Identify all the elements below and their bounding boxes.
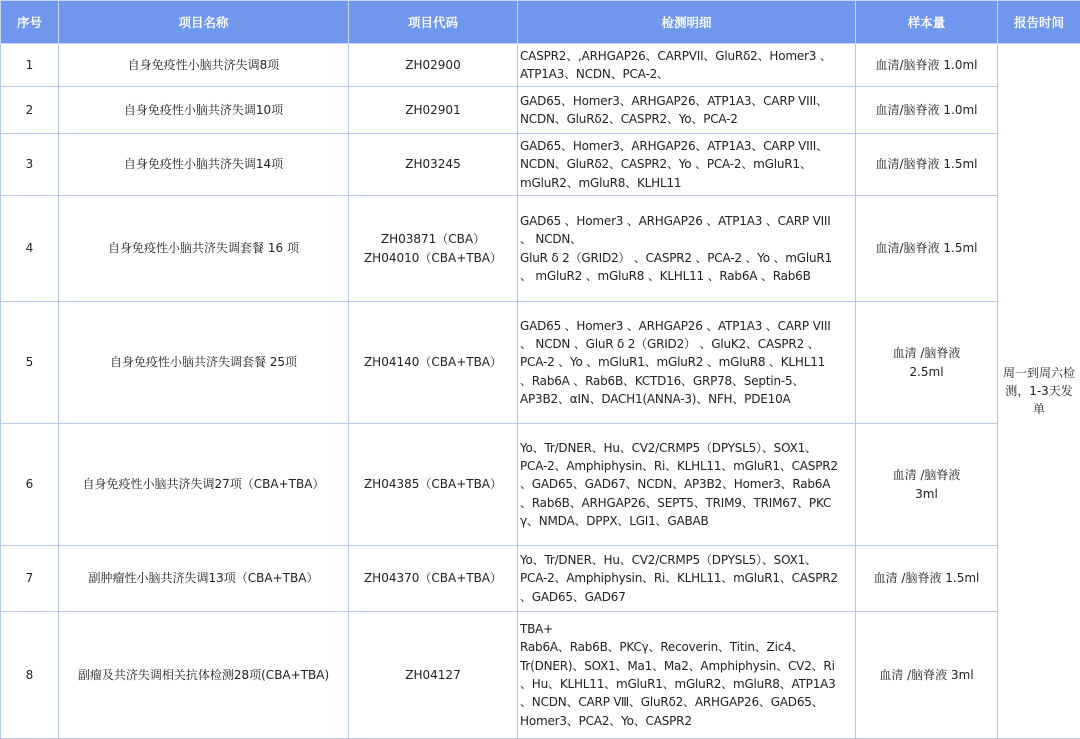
row-code: ZH04127 bbox=[349, 612, 518, 739]
table-row bbox=[1, 196, 1080, 302]
row-code: ZH02901 bbox=[349, 87, 518, 134]
row-code: ZH03245 bbox=[349, 134, 518, 196]
row-code: ZH04370（CBA+TBA） bbox=[349, 546, 518, 612]
row-detail: CASPR2、,ARHGAP26、CARPVII、GluRδ2、Homer3 、 ATP1A3、NCDN、PCA-2、 bbox=[518, 44, 856, 87]
table-row bbox=[1, 87, 1080, 134]
row-name: 自身免疫性小脑共济失调8项 bbox=[59, 44, 349, 87]
row-detail: GAD65 、Homer3 、ARHGAP26 、ATP1A3 、CARP VIII 、 NCDN、 GluR δ 2（GRID2） 、CASPR2 、PCA-2 、Yo 、mGluR1 、 mGluR2 、mGluR8 、KLHL11 、Rab6A 、Rab6B bbox=[518, 196, 856, 302]
table-header-row bbox=[1, 1, 1080, 44]
header-detail: 检测明细 bbox=[518, 1, 856, 44]
table-row bbox=[1, 44, 1080, 87]
row-code: ZH03871（CBA） ZH04010（CBA+TBA） bbox=[349, 196, 518, 302]
table-row bbox=[1, 546, 1080, 612]
row-sample: 血清/脑脊液 1.0ml bbox=[856, 87, 998, 134]
row-detail: GAD65 、Homer3 、ARHGAP26 、ATP1A3 、CARP VIII 、 NCDN 、GluR δ 2（GRID2） 、GluK2、CASPR2 、 PCA-2 、Yo 、mGluR1、mGluR2 、mGluR8 、KLHL11 、Rab6A 、Rab6B、KCTD16、GRP78、Septin-5、 AP3B2、αIN、DACH1(ANNA-3)、NFH、PDE10A bbox=[518, 302, 856, 424]
row-name: 自身免疫性小脑共济失调套餐 16 项 bbox=[59, 196, 349, 302]
row-name: 自身免疫性小脑共济失调10项 bbox=[59, 87, 349, 134]
table-row bbox=[1, 134, 1080, 196]
row-name: 自身免疫性小脑共济失调套餐 25项 bbox=[59, 302, 349, 424]
row-name: 副瘤及共济失调相关抗体检测28项(CBA+TBA) bbox=[59, 612, 349, 739]
row-detail: GAD65、Homer3、ARHGAP26、ATP1A3、CARP VIII、 NCDN、GluRδ2、CASPR2、Yo 、PCA-2、mGluR1、 mGluR2、mGluR8、KLHL11 bbox=[518, 134, 856, 196]
row-sample: 血清 /脑脊液 1.5ml bbox=[856, 546, 998, 612]
row-no: 1 bbox=[1, 44, 59, 87]
row-no: 7 bbox=[1, 546, 59, 612]
header-sample: 样本量 bbox=[856, 1, 998, 44]
table-row bbox=[1, 424, 1080, 546]
row-code: ZH04385（CBA+TBA） bbox=[349, 424, 518, 546]
row-sample: 血清/脑脊液 1.0ml bbox=[856, 44, 998, 87]
report-time-cell: 周一到周六检测，1-3天发单 bbox=[998, 44, 1080, 739]
row-detail: Yo、Tr/DNER、Hu、CV2/CRMP5（DPYSL5）、SOX1、 PCA-2、Amphiphysin、Ri、KLHL11、mGluR1、CASPR2 、GAD65、GAD67、NCDN、AP3B2、Homer3、Rab6A 、Rab6B、ARHGAP26、SEPT5、TRIM9、TRIM67、PKC γ、NMDA、DPPX、LGI1、GABAB bbox=[518, 424, 856, 546]
row-name: 副肿瘤性小脑共济失调13项（CBA+TBA） bbox=[59, 546, 349, 612]
header-name: 项目名称 bbox=[59, 1, 349, 44]
row-detail: Yo、Tr/DNER、Hu、CV2/CRMP5（DPYSL5）、SOX1、 PCA-2、Amphiphysin、Ri、KLHL11、mGluR1、CASPR2 、GAD65、GAD67 bbox=[518, 546, 856, 612]
row-detail: TBA+ Rab6A、Rab6B、PKCγ、Recoverin、Titin、Zic4、 Tr(DNER)、SOX1、Ma1、Ma2、Amphiphysin、CV2、Ri 、Hu、KLHL11、mGluR1、mGluR2、mGluR8、ATP1A3 、NCDN、CARP Ⅷ、GluRδ2、ARHGAP26、GAD65、 Homer3、PCA2、Yo、CASPR2 bbox=[518, 612, 856, 739]
header-no: 序号 bbox=[1, 1, 59, 44]
row-sample: 血清/脑脊液 1.5ml bbox=[856, 134, 998, 196]
header-code: 项目代码 bbox=[349, 1, 518, 44]
row-name: 自身免疫性小脑共济失调14项 bbox=[59, 134, 349, 196]
header-report-time: 报告时间 bbox=[998, 1, 1080, 44]
row-no: 8 bbox=[1, 612, 59, 739]
row-code: ZH04140（CBA+TBA） bbox=[349, 302, 518, 424]
row-no: 5 bbox=[1, 302, 59, 424]
row-sample: 血清 /脑脊液 3ml bbox=[856, 424, 998, 546]
row-sample: 血清/脑脊液 1.5ml bbox=[856, 196, 998, 302]
row-code: ZH02900 bbox=[349, 44, 518, 87]
row-name: 自身免疫性小脑共济失调27项（CBA+TBA） bbox=[59, 424, 349, 546]
row-no: 6 bbox=[1, 424, 59, 546]
table-row bbox=[1, 302, 1080, 424]
row-no: 2 bbox=[1, 87, 59, 134]
row-sample: 血清 /脑脊液 3ml bbox=[856, 612, 998, 739]
table-row bbox=[1, 612, 1080, 739]
row-detail: GAD65、Homer3、ARHGAP26、ATP1A3、CARP VIII、 NCDN、GluRδ2、CASPR2、Yo、PCA-2 bbox=[518, 87, 856, 134]
row-no: 4 bbox=[1, 196, 59, 302]
row-sample: 血清 /脑脊液 2.5ml bbox=[856, 302, 998, 424]
row-no: 3 bbox=[1, 134, 59, 196]
